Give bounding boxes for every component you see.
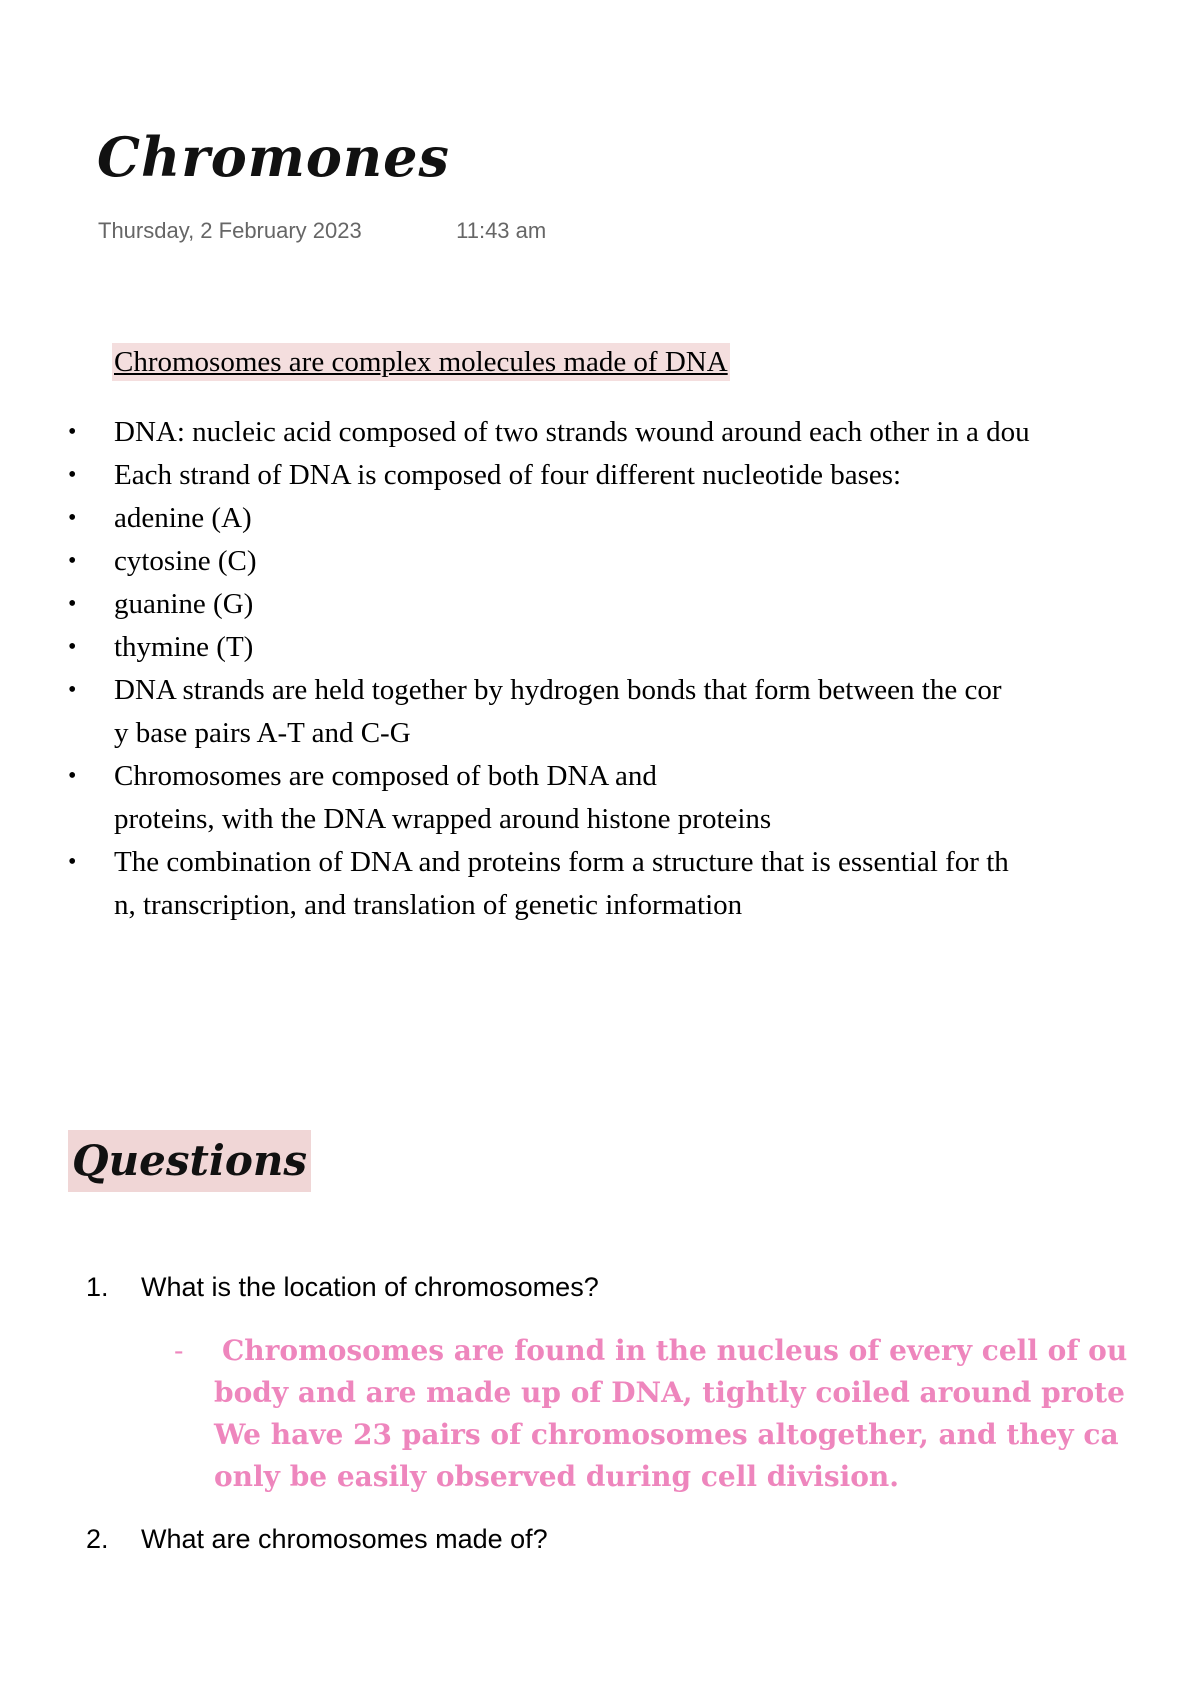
question-1: [86, 1270, 599, 1304]
list-item-text: y base pairs A-T and C-G: [114, 717, 411, 749]
question-text: What is the location of chromosomes?: [141, 1272, 599, 1302]
answer-line: Chromosomes are found in the nucleus of every cell of ou: [222, 1334, 1128, 1367]
answer-line: We have 23 pairs of chromosomes altogether, and they ca: [214, 1418, 1119, 1451]
question-text: What are chromosomes made of?: [141, 1524, 548, 1554]
list-item-text: guanine (G): [114, 588, 254, 620]
list-item-text: The combination of DNA and proteins form a structure that is essential for th: [114, 846, 1009, 878]
question-2: [86, 1522, 548, 1556]
dash-icon: -: [174, 1334, 184, 1367]
list-item: [0, 411, 1200, 454]
notes-bullet-list: [0, 411, 1200, 927]
answer-line: only be easily observed during cell division.: [214, 1460, 900, 1493]
list-item-text: Chromosomes are composed of both DNA and: [114, 760, 657, 792]
answer-1: [174, 1330, 1127, 1498]
question-number: 2.: [86, 1524, 109, 1554]
list-item-text: thymine (T): [114, 631, 254, 663]
list-item: [0, 755, 1200, 798]
answer-line: body and are made up of DNA, tightly coiled around prote: [214, 1376, 1125, 1409]
list-item: [0, 626, 1200, 669]
list-item-continuation: [0, 798, 1200, 841]
list-item: [0, 669, 1200, 712]
note-metadata: [98, 218, 546, 244]
list-item-text: adenine (A): [114, 502, 252, 534]
bullet-icon: •: [68, 849, 77, 875]
bullet-icon: •: [68, 505, 77, 531]
bullet-icon: •: [68, 634, 77, 660]
note-date: Thursday, 2 February 2023: [98, 218, 362, 243]
list-item-text: n, transcription, and translation of genetic information: [114, 889, 743, 921]
list-item: [0, 540, 1200, 583]
bullet-icon: •: [68, 548, 77, 574]
page-title: Chromones: [97, 125, 450, 189]
bullet-icon: •: [68, 419, 77, 445]
list-item-text: cytosine (C): [114, 545, 257, 577]
list-item-continuation: [0, 712, 1200, 755]
list-item: [0, 841, 1200, 884]
list-item-continuation: [0, 884, 1200, 927]
list-item-text: proteins, with the DNA wrapped around histone proteins: [114, 803, 772, 835]
list-item-text: DNA strands are held together by hydrogen bonds that form between the cor: [114, 674, 1002, 706]
note-time: 11:43 am: [456, 218, 547, 243]
bullet-icon: •: [68, 677, 77, 703]
question-number: 1.: [86, 1272, 109, 1302]
list-item-text: DNA: nucleic acid composed of two strands wound around each other in a dou: [114, 416, 1030, 448]
bullet-icon: •: [68, 763, 77, 789]
list-item-text: Each strand of DNA is composed of four different nucleotide bases:: [114, 459, 902, 491]
bullet-icon: •: [68, 591, 77, 617]
bullet-icon: •: [68, 462, 77, 488]
questions-heading: Questions: [68, 1130, 311, 1192]
list-item: [0, 583, 1200, 626]
list-item: [0, 497, 1200, 540]
highlighted-heading: Chromosomes are complex molecules made of DNA: [112, 343, 730, 381]
list-item: [0, 454, 1200, 497]
